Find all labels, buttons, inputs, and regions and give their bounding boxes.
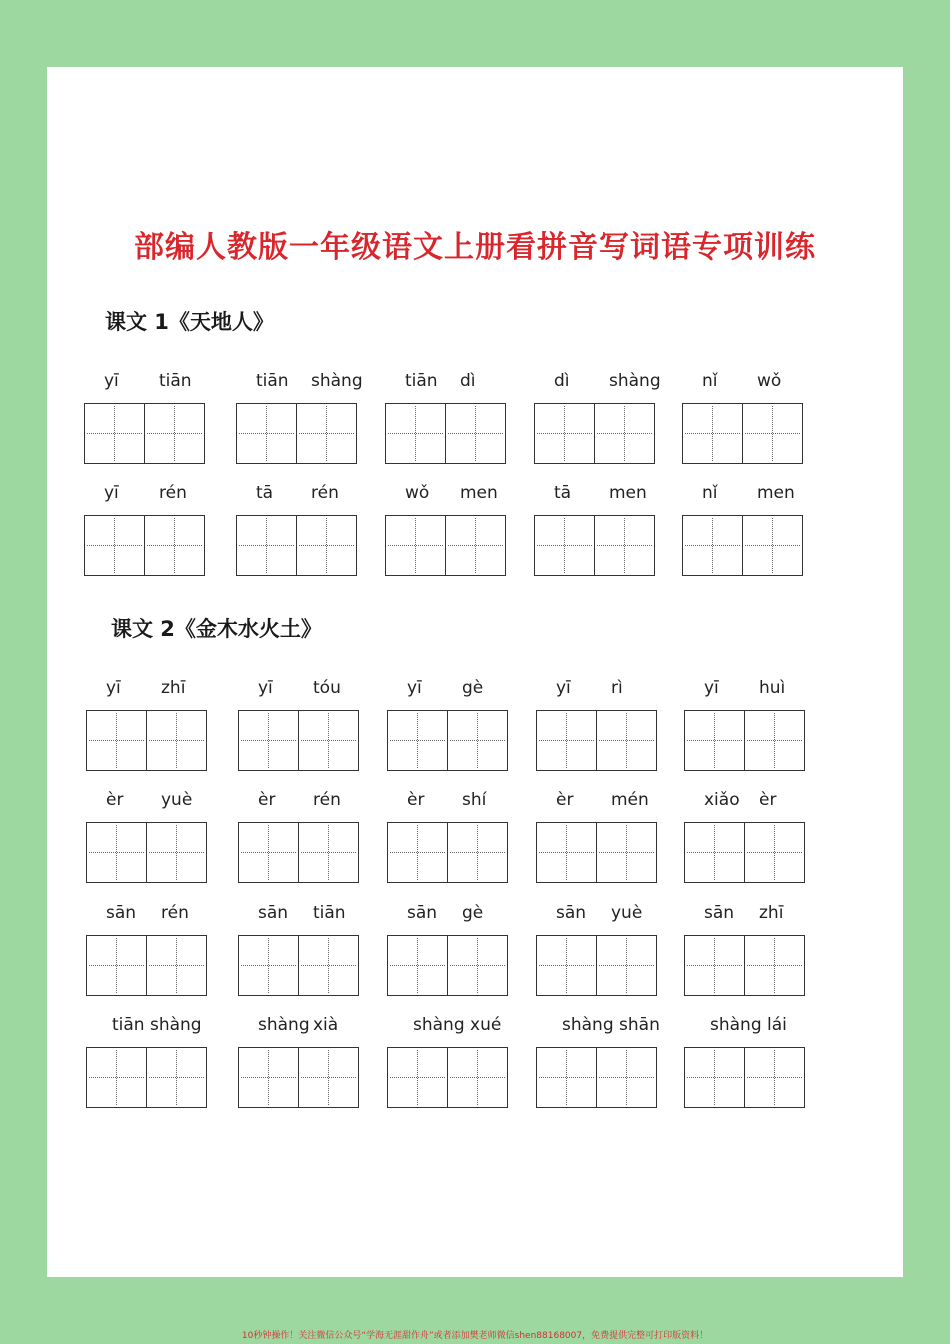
- pinyin-syllable-1: dì: [554, 371, 570, 391]
- writing-box[interactable]: [742, 515, 803, 576]
- writing-box[interactable]: [298, 1047, 359, 1108]
- guide-line-vertical: [174, 406, 175, 461]
- writing-box[interactable]: [296, 403, 357, 464]
- word-item: [236, 371, 363, 467]
- pinyin-syllable-1: sān: [407, 903, 438, 923]
- writing-box[interactable]: [238, 710, 299, 771]
- worksheet-title: 部编人教版一年级语文上册看拼音写词语专项训练: [134, 230, 816, 265]
- writing-box[interactable]: [445, 403, 506, 464]
- guide-line-vertical: [114, 518, 115, 573]
- guide-line-vertical: [417, 713, 418, 768]
- word-item: [236, 483, 357, 579]
- writing-box[interactable]: [684, 710, 745, 771]
- word-item: [86, 903, 207, 999]
- guide-line-vertical: [774, 1050, 775, 1105]
- writing-box[interactable]: [536, 1047, 597, 1108]
- pinyin-syllable-2: rén: [159, 483, 187, 503]
- guide-line-vertical: [268, 1050, 269, 1105]
- pinyin-syllable-1: yī: [407, 678, 422, 698]
- pinyin-syllable-1: sān: [258, 903, 289, 923]
- guide-line-vertical: [326, 518, 327, 573]
- writing-box[interactable]: [238, 935, 299, 996]
- tianzige-grid: [86, 710, 207, 771]
- guide-line-vertical: [774, 713, 775, 768]
- writing-box[interactable]: [385, 403, 446, 464]
- writing-box[interactable]: [447, 935, 508, 996]
- guide-line-vertical: [626, 825, 627, 880]
- guide-line-vertical: [566, 825, 567, 880]
- writing-box[interactable]: [86, 935, 147, 996]
- writing-box[interactable]: [84, 403, 145, 464]
- guide-line-vertical: [714, 825, 715, 880]
- writing-box[interactable]: [387, 1047, 448, 1108]
- pinyin-syllable-1: nǐ: [702, 483, 718, 503]
- tianzige-grid: [534, 403, 655, 464]
- writing-box[interactable]: [744, 822, 805, 883]
- word-item: [536, 1015, 660, 1111]
- guide-line-vertical: [417, 1050, 418, 1105]
- writing-box[interactable]: [146, 1047, 207, 1108]
- guide-line-vertical: [772, 518, 773, 573]
- guide-line-vertical: [475, 406, 476, 461]
- writing-box[interactable]: [298, 710, 359, 771]
- writing-box[interactable]: [596, 1047, 657, 1108]
- pinyin-syllable-2: gè: [462, 678, 484, 698]
- writing-box[interactable]: [744, 935, 805, 996]
- pinyin-syllable-2: shàng: [311, 371, 363, 391]
- writing-box[interactable]: [387, 822, 448, 883]
- pinyin-syllable-2: dì: [460, 371, 476, 391]
- guide-line-vertical: [176, 713, 177, 768]
- tianzige-grid: [86, 822, 207, 883]
- pinyin-word: shàng xué: [413, 1015, 502, 1035]
- writing-box[interactable]: [86, 822, 147, 883]
- writing-box[interactable]: [682, 403, 743, 464]
- word-item: [387, 903, 508, 999]
- writing-box[interactable]: [146, 822, 207, 883]
- tianzige-grid: [238, 710, 359, 771]
- tianzige-grid: [86, 935, 207, 996]
- word-item: [684, 678, 805, 774]
- tianzige-grid: [385, 515, 506, 576]
- guide-line-vertical: [477, 713, 478, 768]
- tianzige-grid: [238, 822, 359, 883]
- guide-line-vertical: [417, 825, 418, 880]
- pinyin-syllable-2: huì: [759, 678, 786, 698]
- guide-line-vertical: [566, 938, 567, 993]
- pinyin-syllable-1: tā: [256, 483, 274, 503]
- tianzige-grid: [387, 822, 508, 883]
- tianzige-grid: [236, 515, 357, 576]
- pinyin-syllable-1: èr: [258, 790, 276, 810]
- tianzige-grid: [536, 935, 657, 996]
- pinyin-syllable-2: mén: [611, 790, 649, 810]
- pinyin-syllable-1: xiǎo: [704, 790, 740, 810]
- tianzige-grid: [536, 1047, 657, 1108]
- guide-line-vertical: [475, 518, 476, 573]
- word-item: [387, 1015, 508, 1111]
- writing-box[interactable]: [596, 822, 657, 883]
- pinyin-syllable-2: zhī: [161, 678, 186, 698]
- writing-box[interactable]: [594, 403, 655, 464]
- guide-line-vertical: [174, 518, 175, 573]
- guide-line-vertical: [328, 1050, 329, 1105]
- pinyin-syllable-1: wǒ: [405, 483, 430, 503]
- guide-line-vertical: [266, 406, 267, 461]
- writing-box[interactable]: [534, 515, 595, 576]
- pinyin-syllable-2: xià: [313, 1015, 339, 1035]
- word-item: [682, 483, 803, 579]
- guide-line-vertical: [268, 713, 269, 768]
- word-item: [84, 371, 205, 467]
- word-item: [86, 1015, 207, 1111]
- writing-box[interactable]: [534, 403, 595, 464]
- tianzige-grid: [86, 1047, 207, 1108]
- writing-box[interactable]: [86, 1047, 147, 1108]
- guide-line-vertical: [328, 825, 329, 880]
- writing-box[interactable]: [238, 1047, 299, 1108]
- word-item: [684, 790, 805, 886]
- writing-box[interactable]: [596, 710, 657, 771]
- guide-line-vertical: [268, 938, 269, 993]
- word-item: [387, 790, 508, 886]
- pinyin-syllable-2: zhī: [759, 903, 784, 923]
- guide-line-vertical: [772, 406, 773, 461]
- pinyin-syllable-1: nǐ: [702, 371, 718, 391]
- writing-box[interactable]: [144, 515, 205, 576]
- guide-line-vertical: [268, 825, 269, 880]
- pinyin-syllable-2: rì: [611, 678, 623, 698]
- pinyin-syllable-2: men: [609, 483, 647, 503]
- pinyin-syllable-1: sān: [704, 903, 735, 923]
- writing-box[interactable]: [445, 515, 506, 576]
- guide-line-vertical: [477, 825, 478, 880]
- writing-box[interactable]: [536, 935, 597, 996]
- tianzige-grid: [684, 935, 805, 996]
- pinyin-syllable-1: yī: [556, 678, 571, 698]
- word-item: [385, 483, 506, 579]
- guide-line-vertical: [266, 518, 267, 573]
- pinyin-syllable-2: gè: [462, 903, 484, 923]
- word-item: [238, 678, 359, 774]
- tianzige-grid: [682, 403, 803, 464]
- word-item: [385, 371, 506, 467]
- tianzige-grid: [84, 515, 205, 576]
- guide-line-vertical: [774, 938, 775, 993]
- writing-box[interactable]: [298, 822, 359, 883]
- tianzige-grid: [534, 515, 655, 576]
- guide-line-vertical: [624, 518, 625, 573]
- guide-line-vertical: [328, 713, 329, 768]
- pinyin-syllable-1: shàng: [258, 1015, 310, 1035]
- pinyin-syllable-2: yuè: [161, 790, 193, 810]
- guide-line-vertical: [712, 406, 713, 461]
- pinyin-syllable-1: èr: [106, 790, 124, 810]
- guide-line-vertical: [566, 1050, 567, 1105]
- guide-line-vertical: [712, 518, 713, 573]
- guide-line-vertical: [176, 1050, 177, 1105]
- writing-box[interactable]: [84, 515, 145, 576]
- writing-box[interactable]: [596, 935, 657, 996]
- tianzige-grid: [682, 515, 803, 576]
- pinyin-syllable-1: èr: [407, 790, 425, 810]
- writing-box[interactable]: [236, 403, 297, 464]
- writing-box[interactable]: [536, 822, 597, 883]
- word-item: [238, 1015, 359, 1111]
- tianzige-grid: [536, 710, 657, 771]
- guide-line-vertical: [415, 406, 416, 461]
- tianzige-grid: [84, 403, 205, 464]
- writing-box[interactable]: [144, 403, 205, 464]
- guide-line-vertical: [566, 713, 567, 768]
- word-item: [387, 678, 508, 774]
- guide-line-vertical: [415, 518, 416, 573]
- word-item: [84, 483, 205, 579]
- guide-line-vertical: [176, 938, 177, 993]
- word-item: [536, 903, 657, 999]
- tianzige-grid: [238, 935, 359, 996]
- word-item: [534, 483, 655, 579]
- writing-box[interactable]: [385, 515, 446, 576]
- word-item: [684, 903, 805, 999]
- guide-line-vertical: [477, 1050, 478, 1105]
- guide-line-vertical: [116, 713, 117, 768]
- word-item: [238, 790, 359, 886]
- tianzige-grid: [684, 710, 805, 771]
- pinyin-syllable-2: shí: [462, 790, 487, 810]
- guide-line-vertical: [328, 938, 329, 993]
- pinyin-syllable-2: men: [460, 483, 498, 503]
- tianzige-grid: [684, 1047, 805, 1108]
- guide-line-vertical: [116, 938, 117, 993]
- tianzige-grid: [387, 710, 508, 771]
- tianzige-grid: [387, 935, 508, 996]
- pinyin-syllable-2: tiān: [159, 371, 192, 391]
- pinyin-syllable-1: sān: [556, 903, 587, 923]
- pinyin-syllable-1: yī: [258, 678, 273, 698]
- writing-box[interactable]: [387, 710, 448, 771]
- pinyin-syllable-1: yī: [104, 371, 119, 391]
- writing-box[interactable]: [298, 935, 359, 996]
- tianzige-grid: [236, 403, 357, 464]
- pinyin-syllable-2: wǒ: [757, 371, 782, 391]
- tianzige-grid: [385, 403, 506, 464]
- word-item: [684, 1015, 805, 1111]
- writing-box[interactable]: [684, 822, 745, 883]
- writing-box[interactable]: [536, 710, 597, 771]
- word-item: [682, 371, 803, 467]
- writing-box[interactable]: [742, 403, 803, 464]
- guide-line-vertical: [326, 406, 327, 461]
- pinyin-word: shàng shān: [562, 1015, 660, 1035]
- guide-line-vertical: [116, 1050, 117, 1105]
- pinyin-syllable-1: tiān: [405, 371, 438, 391]
- pinyin-syllable-2: men: [757, 483, 795, 503]
- word-item: [86, 790, 207, 886]
- pinyin-syllable-1: èr: [556, 790, 574, 810]
- guide-line-vertical: [626, 1050, 627, 1105]
- guide-line-vertical: [714, 713, 715, 768]
- writing-box[interactable]: [86, 710, 147, 771]
- word-item: [534, 371, 661, 467]
- guide-line-vertical: [116, 825, 117, 880]
- pinyin-syllable-1: yī: [104, 483, 119, 503]
- guide-line-vertical: [714, 1050, 715, 1105]
- writing-box[interactable]: [684, 1047, 745, 1108]
- tianzige-grid: [387, 1047, 508, 1108]
- word-item: [536, 678, 657, 774]
- pinyin-syllable-2: tiān: [313, 903, 346, 923]
- tianzige-grid: [536, 822, 657, 883]
- tianzige-grid: [684, 822, 805, 883]
- guide-line-vertical: [477, 938, 478, 993]
- pinyin-syllable-1: sān: [106, 903, 137, 923]
- word-item: [536, 790, 657, 886]
- pinyin-syllable-2: rén: [311, 483, 339, 503]
- writing-box[interactable]: [296, 515, 357, 576]
- pinyin-syllable-1: yī: [106, 678, 121, 698]
- writing-box[interactable]: [146, 710, 207, 771]
- pinyin-syllable-2: tóu: [313, 678, 341, 698]
- pinyin-syllable-2: èr: [759, 790, 777, 810]
- pinyin-syllable-2: rén: [313, 790, 341, 810]
- pinyin-word: shàng lái: [710, 1015, 787, 1035]
- section-heading-2: 课文 2《金木水火土》: [111, 617, 322, 641]
- writing-box[interactable]: [744, 710, 805, 771]
- word-item: [86, 678, 207, 774]
- guide-line-vertical: [714, 938, 715, 993]
- writing-box[interactable]: [594, 515, 655, 576]
- guide-line-vertical: [417, 938, 418, 993]
- writing-box[interactable]: [684, 935, 745, 996]
- pinyin-syllable-2: rén: [161, 903, 189, 923]
- writing-box[interactable]: [447, 1047, 508, 1108]
- writing-box[interactable]: [447, 822, 508, 883]
- pinyin-syllable-2: yuè: [611, 903, 643, 923]
- pinyin-syllable-1: yī: [704, 678, 719, 698]
- pinyin-syllable-1: tiān: [256, 371, 289, 391]
- guide-line-vertical: [624, 406, 625, 461]
- writing-box[interactable]: [447, 710, 508, 771]
- pinyin-syllable-1: tā: [554, 483, 572, 503]
- writing-box[interactable]: [146, 935, 207, 996]
- guide-line-vertical: [176, 825, 177, 880]
- writing-box[interactable]: [744, 1047, 805, 1108]
- guide-line-vertical: [626, 713, 627, 768]
- guide-line-vertical: [626, 938, 627, 993]
- guide-line-vertical: [774, 825, 775, 880]
- footer-note: 10秒钟操作！关注微信公众号“学海无涯甜作舟”或者添加樊老师微信shen88168007，免费提供完整可打印版资料！: [241, 1331, 709, 1341]
- guide-line-vertical: [564, 406, 565, 461]
- section-heading-1: 课文 1《天地人》: [105, 310, 274, 334]
- guide-line-vertical: [564, 518, 565, 573]
- writing-box[interactable]: [238, 822, 299, 883]
- writing-box[interactable]: [682, 515, 743, 576]
- word-item: [238, 903, 359, 999]
- tianzige-grid: [238, 1047, 359, 1108]
- writing-box[interactable]: [387, 935, 448, 996]
- guide-line-vertical: [114, 406, 115, 461]
- writing-box[interactable]: [236, 515, 297, 576]
- pinyin-syllable-2: shàng: [609, 371, 661, 391]
- pinyin-word: tiān shàng: [112, 1015, 202, 1035]
